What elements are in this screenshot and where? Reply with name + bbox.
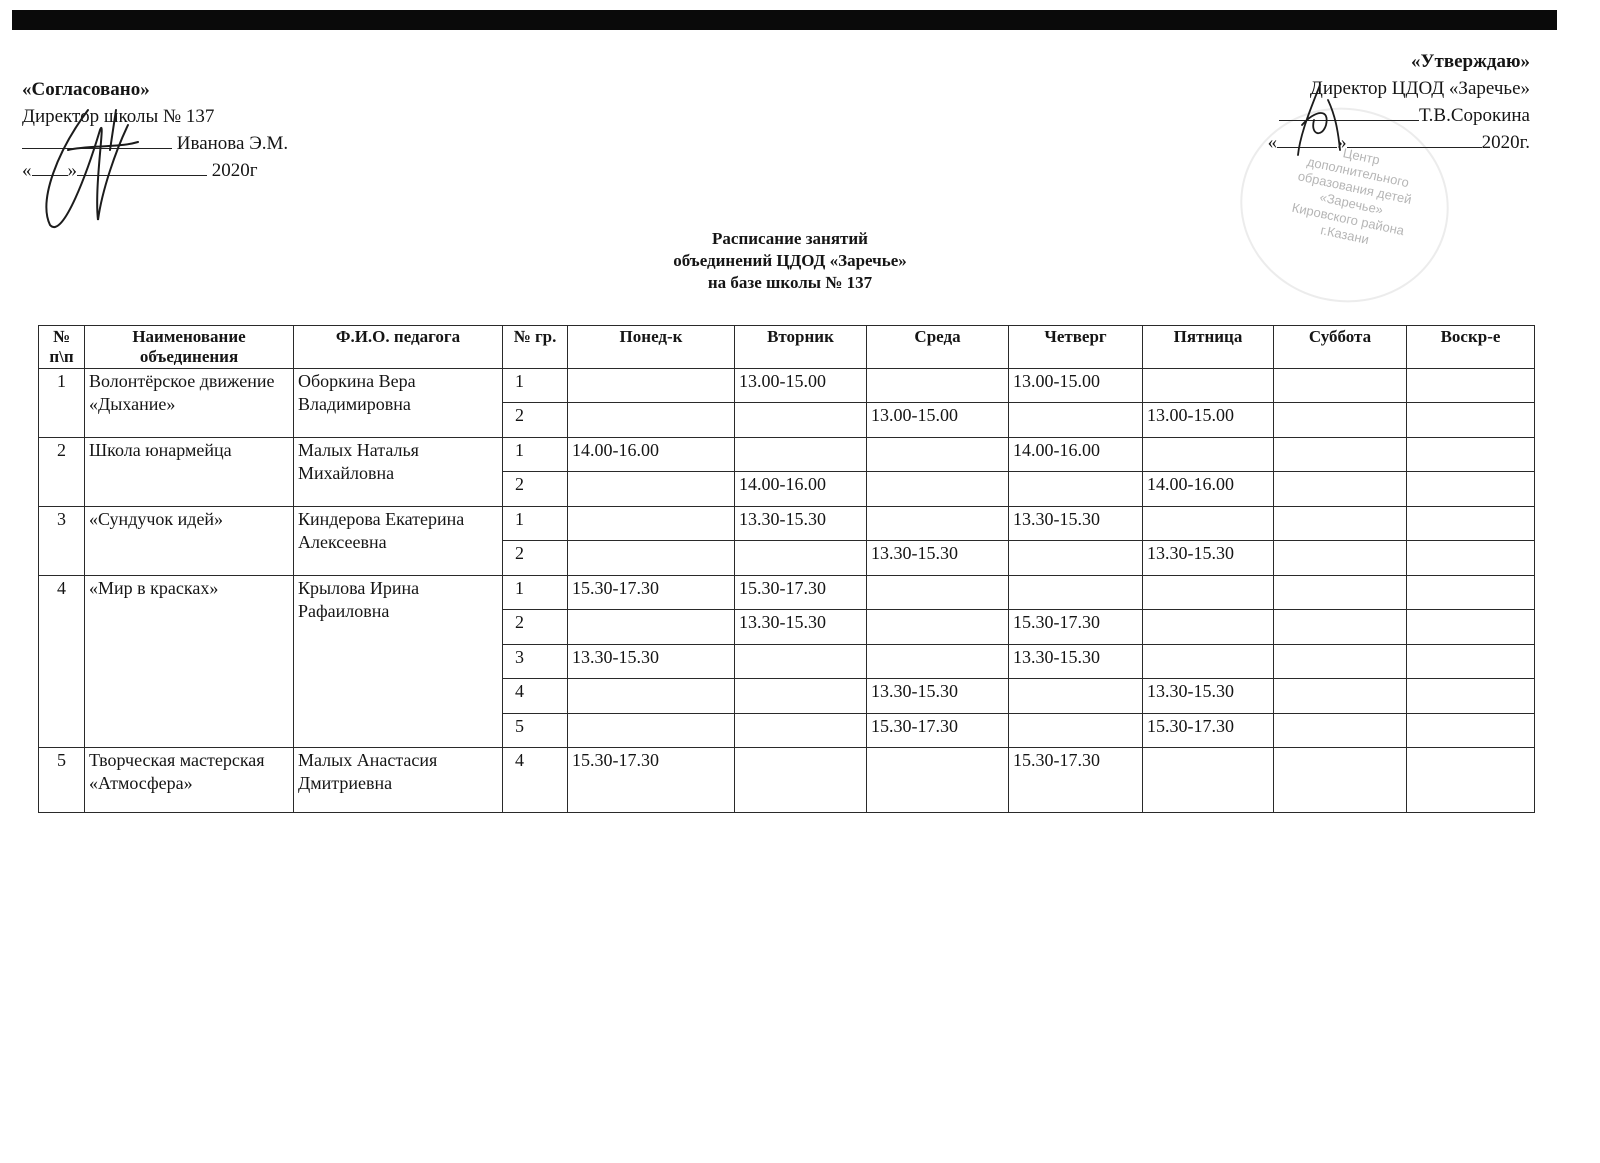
entry-number: 3	[39, 506, 85, 575]
time-slot-mon	[568, 713, 735, 747]
entry-name: Школа юнармейца	[85, 437, 294, 506]
time-slot-fri	[1143, 575, 1274, 609]
table-row	[39, 369, 1535, 403]
time-slot-thu	[1009, 403, 1143, 437]
time-slot-tue	[735, 713, 867, 747]
time-slot-fri	[1143, 610, 1274, 644]
group-number: 1	[503, 506, 568, 540]
time-slot-sat	[1274, 679, 1407, 713]
time-slot-sat	[1274, 644, 1407, 678]
group-number: 4	[503, 747, 568, 812]
time-slot-thu	[1009, 541, 1143, 575]
time-slot-fri	[1143, 506, 1274, 540]
time-slot-thu	[1009, 713, 1143, 747]
time-slot-sun	[1407, 541, 1535, 575]
group-number: 4	[503, 679, 568, 713]
col-header-thu: Четверг	[1009, 326, 1143, 369]
table-row	[39, 575, 1535, 609]
time-slot-fri	[1143, 437, 1274, 471]
col-header-group: № гр.	[503, 326, 568, 369]
time-slot-fri	[1143, 644, 1274, 678]
group-number: 2	[503, 472, 568, 506]
agreed-title: «Согласовано»	[22, 79, 150, 100]
time-slot-fri: 13.00-15.00	[1143, 403, 1274, 437]
title-line-3: на базе школы № 137	[707, 273, 873, 292]
approved-name: Т.В.Сорокина	[1418, 105, 1530, 126]
time-slot-sat	[1274, 713, 1407, 747]
time-slot-thu	[1009, 575, 1143, 609]
approved-date-year: 2020г.	[1481, 132, 1530, 153]
time-slot-thu: 13.30-15.30	[1009, 506, 1143, 540]
time-slot-wed	[867, 472, 1009, 506]
time-slot-fri: 15.30-17.30	[1143, 713, 1274, 747]
col-header-sun: Воскр-е	[1407, 326, 1535, 369]
group-number: 1	[503, 437, 568, 471]
entry-name: «Сундучок идей»	[85, 506, 294, 575]
time-slot-mon	[568, 369, 735, 403]
time-slot-thu	[1009, 679, 1143, 713]
time-slot-mon: 15.30-17.30	[568, 575, 735, 609]
time-slot-fri	[1143, 747, 1274, 812]
schedule-body	[39, 369, 1535, 813]
time-slot-thu: 14.00-16.00	[1009, 437, 1143, 471]
time-slot-tue	[735, 403, 867, 437]
time-slot-tue	[735, 747, 867, 812]
time-slot-sun	[1407, 472, 1535, 506]
time-slot-mon	[568, 541, 735, 575]
time-slot-tue: 13.30-15.30	[735, 506, 867, 540]
time-slot-fri	[1143, 369, 1274, 403]
entry-number: 4	[39, 575, 85, 747]
time-slot-sun	[1407, 610, 1535, 644]
col-header-tue: Вторник	[735, 326, 867, 369]
time-slot-sat	[1274, 541, 1407, 575]
title-line-2: объединений ЦДОД «Заречье»	[673, 251, 907, 270]
time-slot-tue: 13.30-15.30	[735, 610, 867, 644]
entry-teacher: Малых Наталья Михайловна	[294, 437, 503, 506]
time-slot-mon	[568, 679, 735, 713]
time-slot-sun	[1407, 506, 1535, 540]
time-slot-tue	[735, 644, 867, 678]
entry-number: 5	[39, 747, 85, 812]
time-slot-wed	[867, 610, 1009, 644]
schedule-table	[38, 325, 1535, 813]
col-header-wed: Среда	[867, 326, 1009, 369]
time-slot-fri: 13.30-15.30	[1143, 541, 1274, 575]
time-slot-sat	[1274, 369, 1407, 403]
time-slot-mon: 13.30-15.30	[568, 644, 735, 678]
entry-name: «Мир в красках»	[85, 575, 294, 747]
time-slot-thu: 15.30-17.30	[1009, 610, 1143, 644]
group-number: 1	[503, 575, 568, 609]
time-slot-sun	[1407, 679, 1535, 713]
time-slot-wed: 13.00-15.00	[867, 403, 1009, 437]
group-number: 3	[503, 644, 568, 678]
entry-teacher: Малых Анастасия Дмитриевна	[294, 747, 503, 812]
approved-title: «Утверждаю»	[1411, 51, 1530, 72]
time-slot-sun	[1407, 369, 1535, 403]
time-slot-wed	[867, 644, 1009, 678]
time-slot-sun	[1407, 713, 1535, 747]
time-slot-sun	[1407, 644, 1535, 678]
time-slot-sat	[1274, 575, 1407, 609]
entry-name: Волонтёрское движение «Дыхание»	[85, 369, 294, 438]
agreed-name: Иванова Э.М.	[176, 133, 289, 154]
time-slot-sun	[1407, 437, 1535, 471]
document-title	[540, 228, 1040, 294]
time-slot-wed: 15.30-17.30	[867, 713, 1009, 747]
entry-name: Творческая мастерская «Атмосфера»	[85, 747, 294, 812]
col-header-teacher: Ф.И.О. педагога	[294, 326, 503, 369]
time-slot-sat	[1274, 747, 1407, 812]
group-number: 2	[503, 610, 568, 644]
time-slot-sat	[1274, 403, 1407, 437]
entry-teacher: Оборкина Вера Владимировна	[294, 369, 503, 438]
table-row	[39, 437, 1535, 471]
time-slot-wed: 13.30-15.30	[867, 679, 1009, 713]
time-slot-wed	[867, 575, 1009, 609]
time-slot-wed	[867, 369, 1009, 403]
group-number: 1	[503, 369, 568, 403]
time-slot-sun	[1407, 403, 1535, 437]
entry-number: 1	[39, 369, 85, 438]
time-slot-sun	[1407, 747, 1535, 812]
handwritten-signature-left	[28, 90, 148, 240]
entry-teacher: Киндерова Екатерина Алексеевна	[294, 506, 503, 575]
header-row	[39, 326, 1535, 369]
handwritten-signature-right	[1280, 80, 1350, 160]
col-header-name: Наименование объединения	[85, 326, 294, 369]
col-header-mon: Понед-к	[568, 326, 735, 369]
group-number: 5	[503, 713, 568, 747]
time-slot-thu	[1009, 472, 1143, 506]
entry-teacher: Крылова Ирина Рафаиловна	[294, 575, 503, 747]
time-slot-tue	[735, 679, 867, 713]
group-number: 2	[503, 403, 568, 437]
agreed-date-year: 2020г	[211, 160, 258, 181]
stamp-text: Центр дополнительного образования детей «Заречье» Кировского района г.Казани	[1290, 145, 1413, 248]
approved-position: Директор ЦДОД «Заречье»	[1309, 78, 1530, 99]
time-slot-mon	[568, 403, 735, 437]
time-slot-thu: 13.00-15.00	[1009, 369, 1143, 403]
time-slot-mon: 15.30-17.30	[568, 747, 735, 812]
time-slot-fri: 14.00-16.00	[1143, 472, 1274, 506]
time-slot-wed: 13.30-15.30	[867, 541, 1009, 575]
agreed-position: Директор школы № 137	[22, 106, 215, 127]
time-slot-tue	[735, 541, 867, 575]
time-slot-sat	[1274, 437, 1407, 471]
time-slot-mon	[568, 506, 735, 540]
time-slot-tue	[735, 437, 867, 471]
time-slot-tue: 13.00-15.00	[735, 369, 867, 403]
col-header-sat: Суббота	[1274, 326, 1407, 369]
time-slot-thu: 13.30-15.30	[1009, 644, 1143, 678]
agreed-date-line: « » 2020г	[22, 157, 288, 184]
time-slot-fri: 13.30-15.30	[1143, 679, 1274, 713]
time-slot-wed	[867, 747, 1009, 812]
time-slot-tue: 14.00-16.00	[735, 472, 867, 506]
time-slot-sat	[1274, 472, 1407, 506]
scan-dark-edge	[12, 10, 1557, 30]
time-slot-mon	[568, 610, 735, 644]
time-slot-mon	[568, 472, 735, 506]
time-slot-sun	[1407, 575, 1535, 609]
time-slot-sat	[1274, 610, 1407, 644]
col-header-no: № п\п	[39, 326, 85, 369]
col-header-fri: Пятница	[1143, 326, 1274, 369]
time-slot-wed	[867, 506, 1009, 540]
title-line-1: Расписание занятий	[712, 229, 868, 248]
entry-number: 2	[39, 437, 85, 506]
time-slot-wed	[867, 437, 1009, 471]
time-slot-sat	[1274, 506, 1407, 540]
time-slot-mon: 14.00-16.00	[568, 437, 735, 471]
time-slot-tue: 15.30-17.30	[735, 575, 867, 609]
table-row	[39, 747, 1535, 812]
table-row	[39, 506, 1535, 540]
approved-date-line: « » 2020г.	[1268, 129, 1530, 156]
group-number: 2	[503, 541, 568, 575]
time-slot-thu: 15.30-17.30	[1009, 747, 1143, 812]
